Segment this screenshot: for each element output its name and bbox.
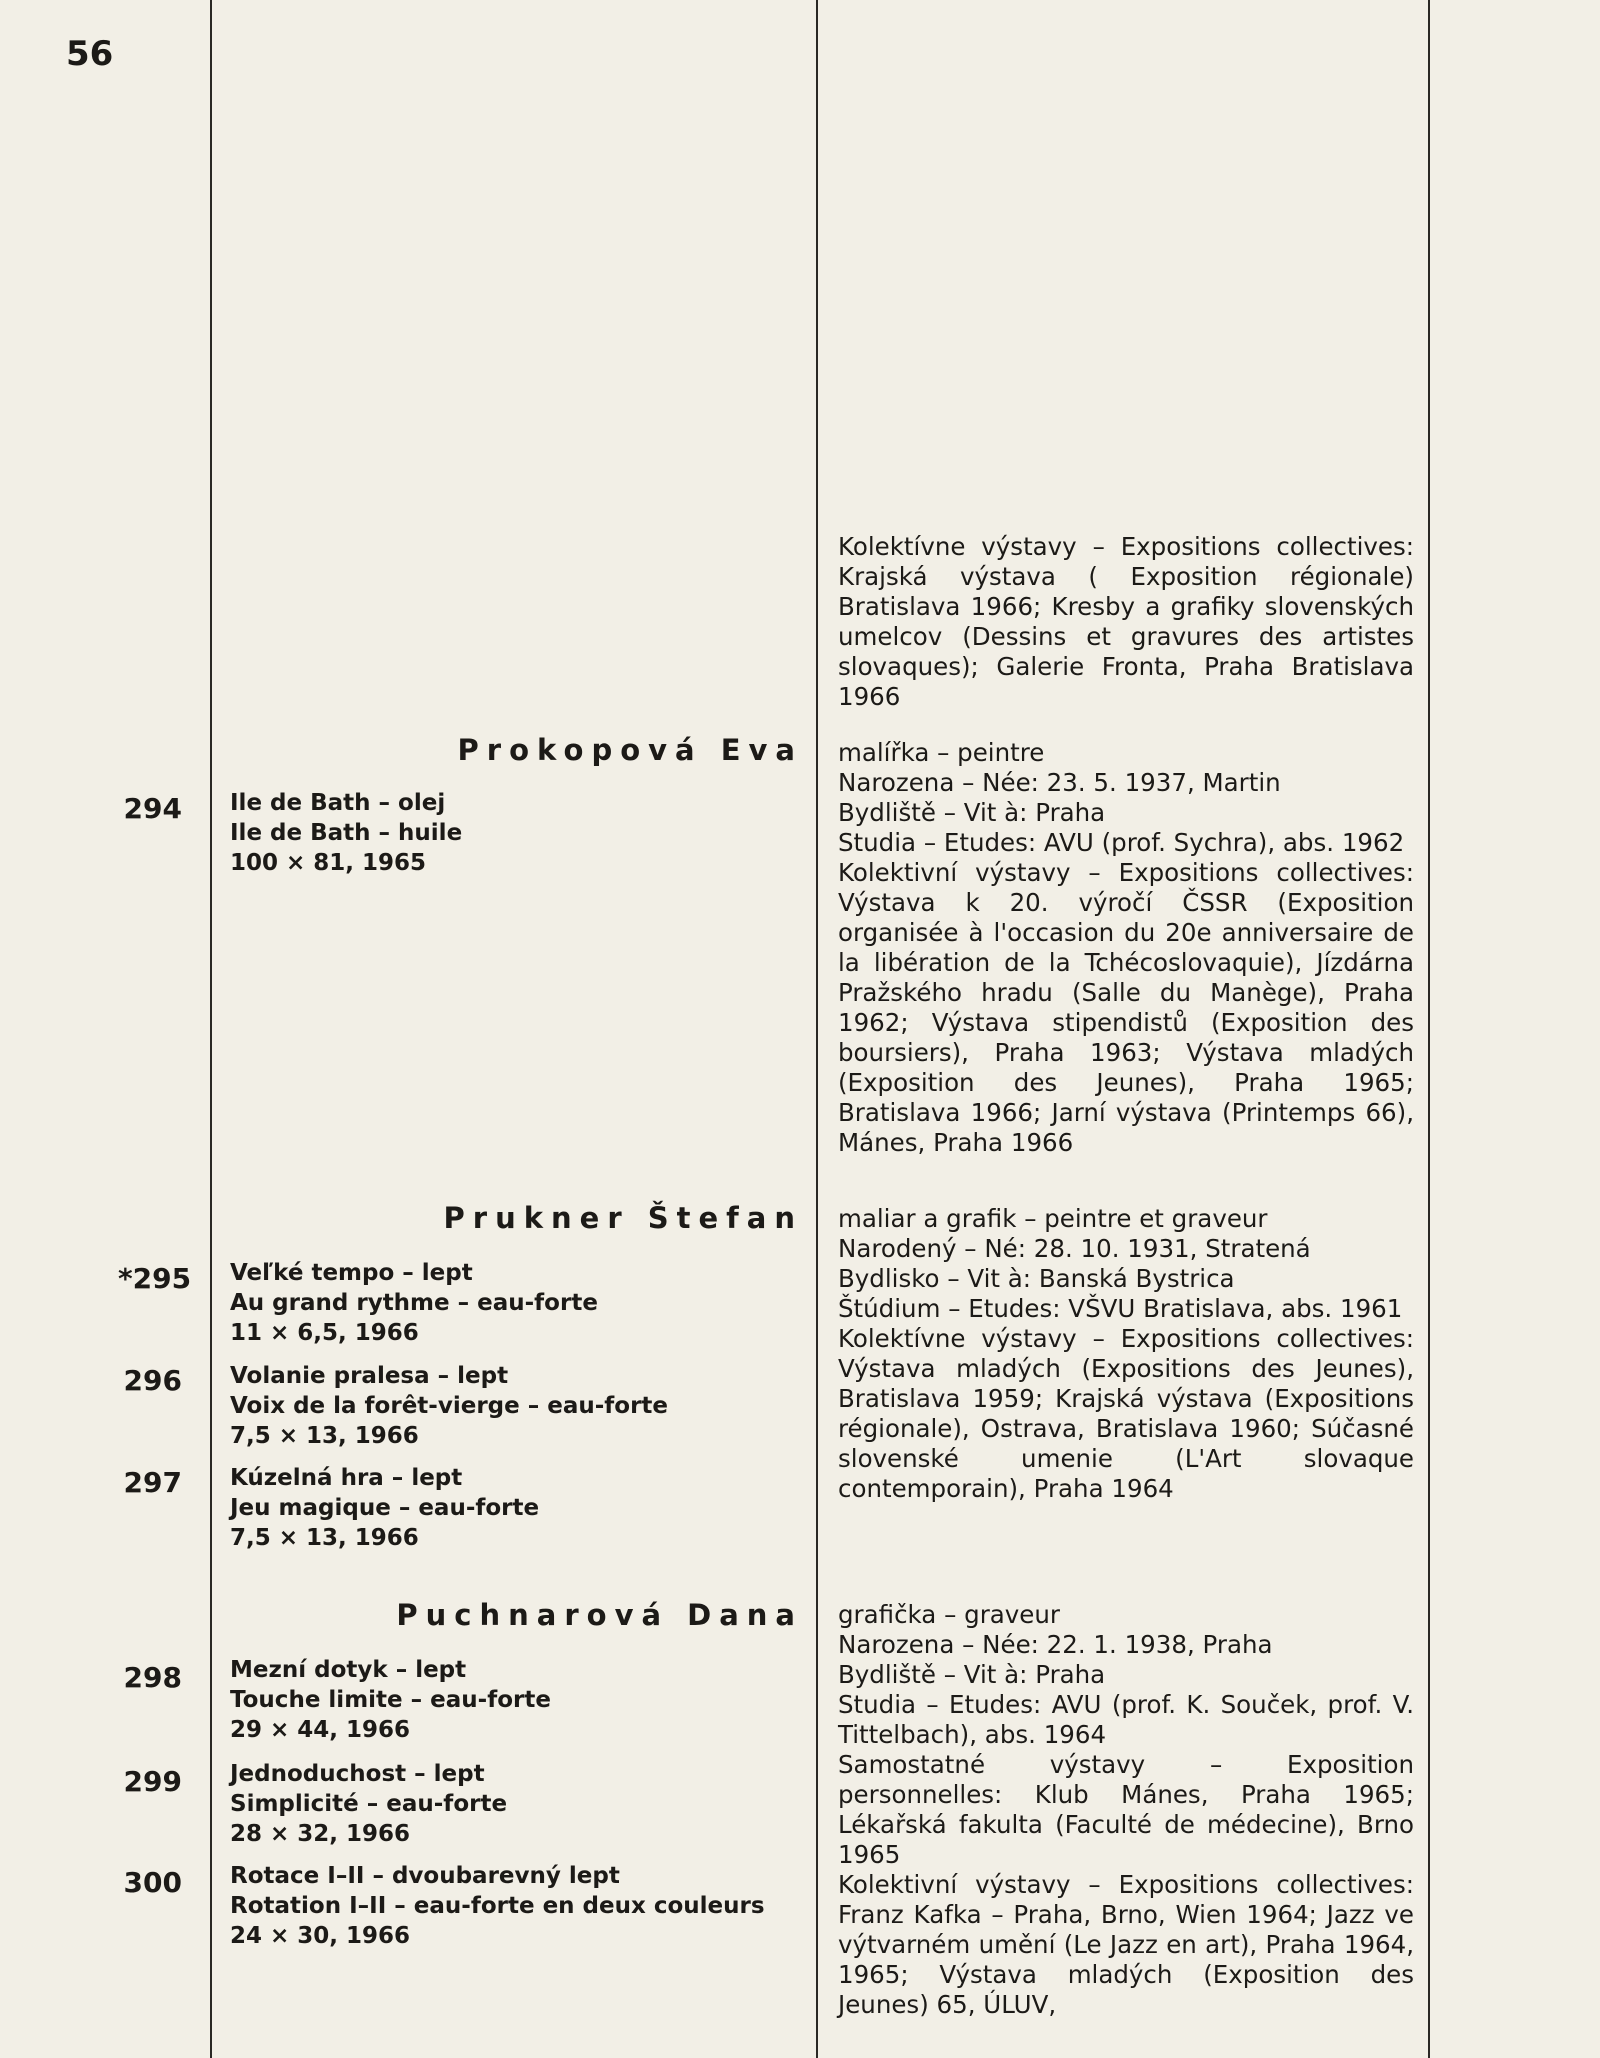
work-entry bbox=[230, 1655, 805, 1745]
work-entry bbox=[230, 1759, 805, 1849]
work-title-french: Rotation I–II – eau-forte en deux couleurs bbox=[230, 1893, 765, 1919]
catalog-number: 297 bbox=[123, 1466, 182, 1499]
work-title-french: Voix de la forêt-vierge – eau-forte bbox=[230, 1393, 669, 1419]
work-entry bbox=[230, 1861, 805, 1951]
work-title-original: Kúzelná hra – lept bbox=[230, 1465, 463, 1491]
work-dimensions-year: 7,5 × 13, 1966 bbox=[230, 1423, 419, 1449]
work-dimensions-year: 28 × 32, 1966 bbox=[230, 1821, 411, 1847]
work-entry bbox=[230, 788, 805, 878]
column-rule-left bbox=[210, 0, 212, 2058]
work-title-original: Jednoduchost – lept bbox=[230, 1761, 485, 1787]
work-entry bbox=[230, 1361, 805, 1451]
catalog-number: 300 bbox=[123, 1866, 182, 1899]
bio-exhibitions: Kolektivní výstavy – Expositions collectives: Franz Kafka – Praha, Brno, Wien 1964; Jazz ve výtvarném umění (Le Jazz en art), Praha 1964, 1965; Výstava mladých (Exposition des Jeunes) 65, ÚLUV, bbox=[838, 1870, 1414, 2019]
work-dimensions-year: 100 × 81, 1965 bbox=[230, 850, 427, 876]
bio-birth: Narozena – Née: 23. 5. 1937, Martin bbox=[838, 768, 1281, 797]
work-title-original: Ile de Bath – olej bbox=[230, 790, 446, 816]
work-title-original: Mezní dotyk – lept bbox=[230, 1657, 467, 1683]
bio-residence: Bydliště – Vit à: Praha bbox=[838, 1660, 1106, 1689]
catalog-number: 299 bbox=[123, 1765, 182, 1798]
catalog-number: 296 bbox=[123, 1364, 182, 1397]
column-rule-middle bbox=[816, 0, 818, 2058]
artist-bio-puchnarova bbox=[838, 1600, 1414, 2020]
bio-exhibitions: Kolektivní výstavy – Expositions collectives: Výstava k 20. výročí ČSSR (Exposition organisée à l'occasion du 20e anniversaire de la libération de la Tchécoslovaquie), Jízdárna Pražského hradu (Salle du Manège), Praha 1962; Výstava stipendistů (Exposition des boursiers), Praha 1963; Výstava mladých (Exposition des Jeunes), Praha 1965; Bratislava 1966; Jarní výstava (Printemps 66), Mánes, Praha 1966 bbox=[838, 858, 1414, 1157]
work-title-original: Veľké tempo – lept bbox=[230, 1260, 473, 1286]
bio-profession: maliar a grafik – peintre et graveur bbox=[838, 1204, 1268, 1233]
bio-birth: Narodený – Né: 28. 10. 1931, Stratená bbox=[838, 1234, 1311, 1263]
work-entry bbox=[230, 1258, 805, 1348]
artist-bio-prukner bbox=[838, 1204, 1414, 1504]
work-title-original: Volanie pralesa – lept bbox=[230, 1363, 509, 1389]
work-title-french: Simplicité – eau-forte bbox=[230, 1791, 508, 1817]
artist-bio-prokopova bbox=[838, 738, 1414, 1158]
artist-name-prokopova: Prokopová Eva bbox=[457, 733, 803, 767]
bio-residence: Bydlisko – Vit à: Banská Bystrica bbox=[838, 1264, 1235, 1293]
bio-profession: grafička – graveur bbox=[838, 1600, 1060, 1629]
work-dimensions-year: 11 × 6,5, 1966 bbox=[230, 1320, 419, 1346]
work-dimensions-year: 24 × 30, 1966 bbox=[230, 1923, 411, 1949]
bio-residence: Bydliště – Vit à: Praha bbox=[838, 798, 1106, 827]
bio-studies: Studia – Etudes: AVU (prof. Sychra), abs. 1962 bbox=[838, 828, 1405, 857]
artist-name-puchnarova: Puchnarová Dana bbox=[396, 1598, 803, 1632]
continued-bio-paragraph: Kolektívne výstavy – Expositions collectives: Krajská výstava ( Exposition régionale) Bratislava 1966; Kresby a grafiky slovenských umelcov (Dessins et gravures des artistes slovaques); Galerie Fronta, Praha Bratislava 1966 bbox=[838, 532, 1414, 711]
work-title-french: Au grand rythme – eau-forte bbox=[230, 1290, 598, 1316]
work-entry bbox=[230, 1463, 805, 1553]
bio-exhibitions: Kolektívne výstavy – Expositions collectives: Výstava mladých (Expositions des Jeunes), Bratislava 1959; Krajská výstava (Expositions régionale), Ostrava, Bratislava 1960; Súčasné slovenské umenie (L'Art slovaque contemporain), Praha 1964 bbox=[838, 1324, 1414, 1503]
catalog-number: 298 bbox=[123, 1661, 182, 1694]
bio-solo-exhibitions: Samostatné výstavy – Exposition personnelles: Klub Mánes, Praha 1965; Lékařská fakulta (Faculté de médecine), Brno 1965 bbox=[838, 1750, 1414, 1869]
catalog-number: 294 bbox=[123, 792, 182, 825]
work-dimensions-year: 7,5 × 13, 1966 bbox=[230, 1525, 419, 1551]
column-rule-right bbox=[1428, 0, 1430, 2058]
bio-studies: Studia – Etudes: AVU (prof. K. Souček, prof. V. Tittelbach), abs. 1964 bbox=[838, 1690, 1414, 1749]
bio-birth: Narozena – Née: 22. 1. 1938, Praha bbox=[838, 1630, 1273, 1659]
work-title-original: Rotace I–II – dvoubarevný lept bbox=[230, 1863, 620, 1889]
bio-profession: malířka – peintre bbox=[838, 738, 1045, 767]
work-title-french: Ile de Bath – huile bbox=[230, 820, 463, 846]
work-title-french: Touche limite – eau-forte bbox=[230, 1687, 551, 1713]
artist-name-prukner: Prukner Štefan bbox=[443, 1201, 803, 1235]
work-dimensions-year: 29 × 44, 1966 bbox=[230, 1717, 411, 1743]
page-number: 56 bbox=[66, 34, 114, 74]
work-title-french: Jeu magique – eau-forte bbox=[230, 1495, 540, 1521]
catalog-number: *295 bbox=[118, 1262, 192, 1295]
bio-studies: Štúdium – Etudes: VŠVU Bratislava, abs. 1961 bbox=[838, 1294, 1403, 1323]
